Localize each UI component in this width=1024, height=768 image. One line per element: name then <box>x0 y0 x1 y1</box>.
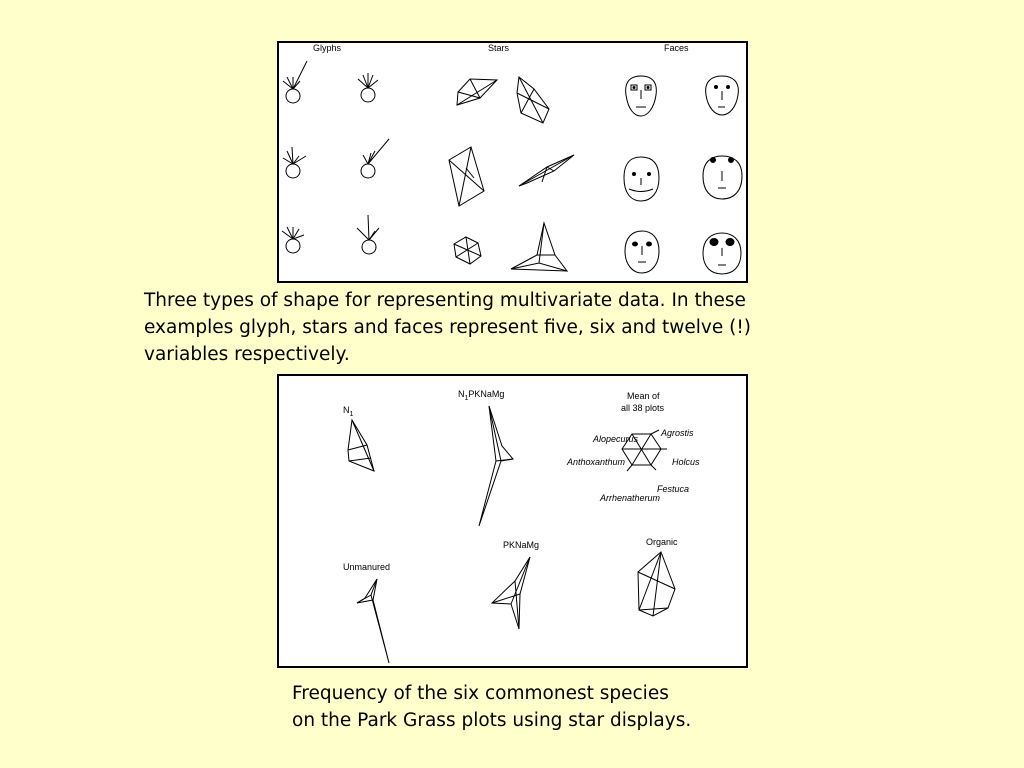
caption-line: on the Park Grass plots using star displays. <box>292 710 692 731</box>
face-1 <box>626 76 657 116</box>
face-2 <box>706 76 739 115</box>
plot-label-n1pknamg: $N_1PKNaMg$ <box>458 389 505 402</box>
face-6 <box>703 233 741 274</box>
star-4 <box>519 155 574 186</box>
caption-line: Three types of shape for representing multivariate data. In these <box>144 290 746 311</box>
glyph-1 <box>283 61 307 103</box>
star-mean <box>622 430 667 471</box>
shapes-figure <box>277 41 748 283</box>
shapes-drawing <box>279 43 746 281</box>
star-n1 <box>348 420 374 471</box>
caption-line: variables respectively. <box>144 344 350 365</box>
stars-header: Stars <box>488 43 510 53</box>
star-2 <box>517 77 549 123</box>
star-organic <box>638 552 675 616</box>
glyph-5 <box>282 227 304 253</box>
glyph-2 <box>358 73 378 102</box>
caption-line: Frequency of the six commonest species <box>292 683 669 704</box>
plot-label-pknamg: PKNaMg <box>503 540 540 550</box>
species-label-arrhenatherum: Arrhenatherum <box>600 493 661 503</box>
star-n1pknamg <box>479 406 513 526</box>
species-label-festuca: Festuca <box>657 484 690 494</box>
species-label-holcus: Holcus <box>672 457 700 467</box>
caption-park-grass <box>292 680 852 734</box>
caption-shapes <box>144 287 864 368</box>
star-pknamg <box>492 557 530 629</box>
glyph-3 <box>283 147 306 178</box>
species-label-alopecurus: Alopecurus <box>593 434 639 444</box>
face-3 <box>624 157 659 201</box>
star-5 <box>454 237 481 264</box>
plot-label-n1: $N_1$ <box>343 405 354 418</box>
plot-label-mean: Mean of <box>627 391 660 401</box>
star-6 <box>511 223 567 271</box>
face-4 <box>703 156 742 199</box>
species-label-agrostis: Agrostis <box>661 428 694 438</box>
plot-label-mean-sub: all 38 plots <box>621 403 665 413</box>
glyph-4 <box>361 139 389 178</box>
faces-header: Faces <box>664 43 689 53</box>
plot-label-unmanured: Unmanured <box>343 562 391 572</box>
star-unmanured <box>357 579 389 663</box>
species-label-anthoxanthum: Anthoxanthum <box>567 457 626 467</box>
star-3 <box>449 147 484 206</box>
glyph-6 <box>357 215 379 254</box>
park-grass-drawing <box>279 376 746 666</box>
glyphs-header: Glyphs <box>313 43 342 53</box>
star-1 <box>457 79 497 105</box>
face-5 <box>625 231 659 273</box>
plot-label-organic: Organic <box>646 537 678 547</box>
park-grass-figure <box>277 374 748 668</box>
caption-line: examples glyph, stars and faces represent five, six and twelve (!) <box>144 317 751 338</box>
